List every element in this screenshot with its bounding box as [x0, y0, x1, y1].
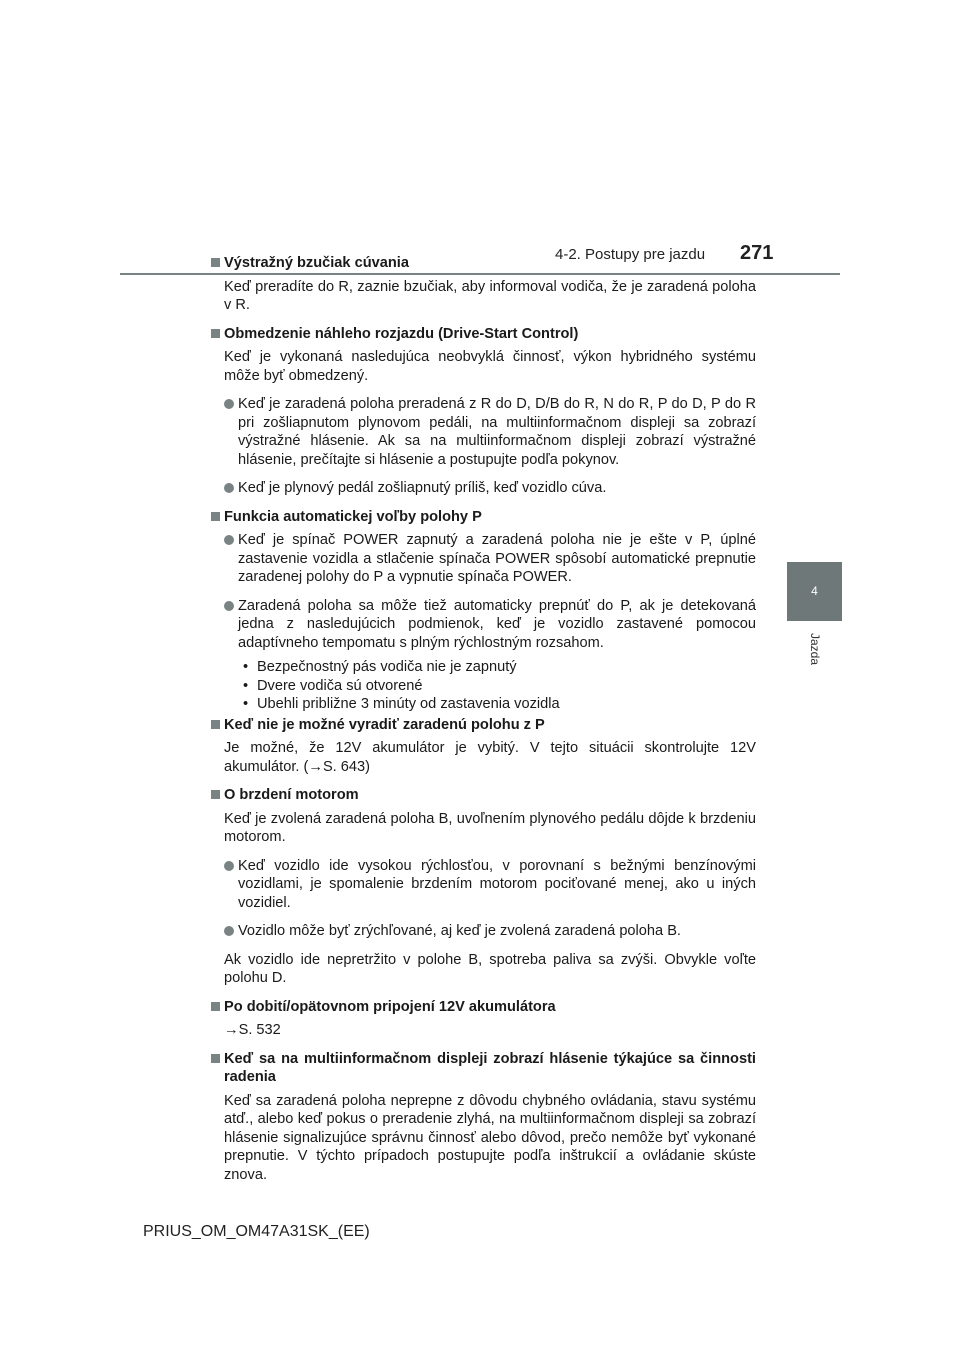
section-heading: Keď sa na multiinformačnom displeji zobrazí hlásenie týkajúce sa činnosti radenia — [211, 1050, 756, 1087]
paragraph: Keď preradíte do R, zaznie bzučiak, aby informoval vodiča, že je zaradená poloha v R. — [224, 278, 756, 313]
section-heading: Výstražný bzučiak cúvania — [211, 254, 756, 273]
paragraph: Ak vozidlo ide nepretržito v polohe B, spotreba paliva sa zvýši. Obvykle voľte polohu D. — [224, 951, 756, 986]
sub-list-item: • Dvere vodiča sú otvorené — [243, 677, 756, 696]
paragraph: Keď je vykonaná nasledujúca neobvyklá činnosť, výkon hybridného systému môže byť obmedzený. — [224, 349, 756, 384]
bullet-item: Keď je plynový pedál zošliapnutý príliš, keď vozidlo cúva. — [224, 479, 756, 498]
bullet-item: Zaradená poloha sa môže tiež automaticky prepnúť do P, ak je detekovaná jedna z nasledujúcich podmienok, keď je vozidlo zastavené pomocou adaptívneho tempomatu s plným rýchlostným rozsahom. — [224, 597, 756, 653]
chapter-label-text: Jazda — [808, 632, 822, 666]
bullet-item: Keď je spínač POWER zapnutý a zaradená poloha nie je ešte v P, úplné zastavenie vozidla a stlačenie spínača POWER spôsobí automatické prepnutie zaradenej polohy do P a vypnutie spínača POWER. — [224, 531, 756, 587]
section-heading: Keď nie je možné vyradiť zaradenú polohu z P — [211, 716, 756, 735]
paragraph: Keď sa zaradená poloha neprepne z dôvodu chybného ovládania, stavu systému atď., alebo keď pokus o preradenie zlyhá, na multiinformačnom displeji sa zobrazí hlásenie signalizujúce správnu činnosť alebo dôvod, prečo nemôže byť vykonané prepnutie. V týchto prípadoch postupujte podľa inštrukcií a ovládanie skúste znova. — [224, 1092, 756, 1183]
paragraph: Keď je zvolená zaradená poloha B, uvoľnením plynového pedálu dôjde k brzdeniu motorom. — [224, 810, 756, 845]
page-number: 271 — [740, 242, 774, 264]
section-heading: O brzdení motorom — [211, 786, 756, 805]
chapter-label — [805, 624, 825, 674]
page-reference: →S. 532 — [224, 1022, 281, 1038]
chapter-number: 4 — [811, 584, 818, 598]
page-content — [211, 254, 756, 1194]
section-heading: Obmedzenie náhleho rozjazdu (Drive-Start Control) — [211, 325, 756, 344]
bullet-item: Keď je zaradená poloha preradená z R do D, D/B do R, N do R, P do D, P do R pri zošliapnutom plynovom pedáli, na multiinformačnom displeji sa zobrazí výstražné hlásenie. Ak sa na multiinformačnom displeji zobrazí výstražné hlásenie, prečítajte si hlásenie a postupujte podľa pokynov. — [224, 395, 756, 469]
section-title: 4-2. Postupy pre jazdu — [555, 246, 706, 263]
section-heading: Po dobití/opätovnom pripojení 12V akumulátora — [211, 998, 756, 1017]
sub-list-item: • Bezpečnostný pás vodiča nie je zapnutý — [243, 658, 756, 677]
bullet-item: Keď vozidlo ide vysokou rýchlosťou, v porovnaní s bežnými benzínovými vozidlami, je spomalenie brzdením motorom pociťované menej, ako u iných vozidiel. — [224, 857, 756, 913]
document-code: PRIUS_OM_OM47A31SK_(EE) — [143, 1223, 370, 1240]
sub-list-item: • Ubehli približne 3 minúty od zastavenia vozidla — [243, 695, 756, 714]
paragraph: Je možné, že 12V akumulátor je vybitý. V tejto situácii skontrolujte 12V akumulátor. (→S. 643) — [224, 740, 756, 775]
chapter-tab — [787, 562, 842, 621]
section-heading: Funkcia automatickej voľby polohy P — [211, 508, 756, 527]
bullet-item: Vozidlo môže byť zrýchľované, aj keď je zvolená zaradená poloha B. — [224, 922, 756, 941]
sub-list — [243, 658, 756, 714]
